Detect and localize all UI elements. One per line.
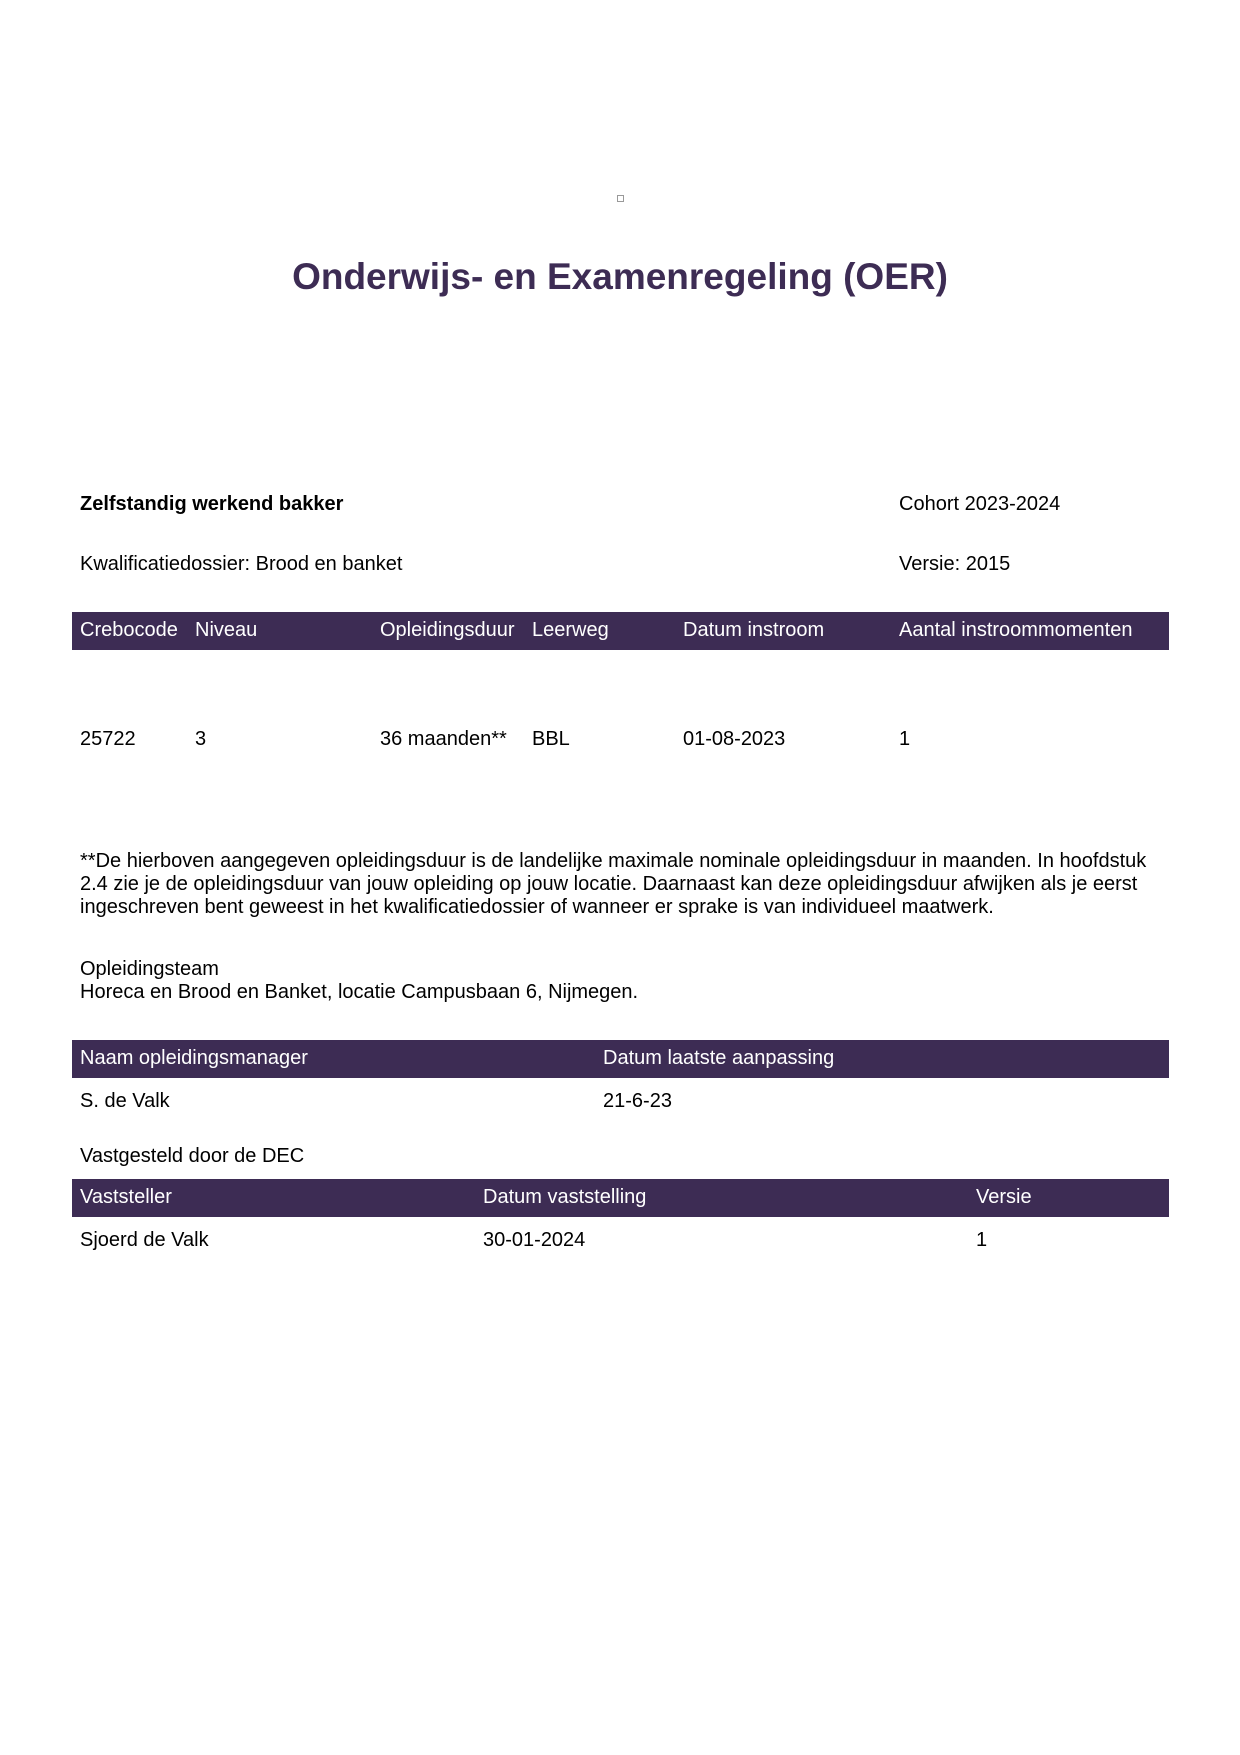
- header-last-change: Datum laatste aanpassing: [603, 1047, 835, 1069]
- header-vaststeller: Vaststeller: [80, 1186, 172, 1208]
- header-versie: Versie: [976, 1186, 1032, 1208]
- dec-label: Vastgesteld door de DEC: [80, 1145, 305, 1167]
- header-datum-vaststelling: Datum vaststelling: [483, 1186, 647, 1208]
- header-niveau: Niveau: [195, 619, 258, 641]
- cell-instroommomenten: 1: [899, 728, 911, 750]
- cell-vaststeller: Sjoerd de Valk: [80, 1229, 209, 1251]
- manager-table-header: [72, 1040, 1169, 1078]
- page-title: Onderwijs- en Examenregeling (OER): [292, 256, 948, 297]
- header-crebocode: Crebocode: [80, 619, 178, 641]
- team-heading: Opleidingsteam: [80, 958, 219, 980]
- program-table-header: [72, 612, 1169, 650]
- version-label: Versie: 2015: [899, 553, 1011, 575]
- header-datum-instroom: Datum instroom: [683, 619, 825, 641]
- approval-table-header: [72, 1179, 1169, 1217]
- program-name: Zelfstandig werkend bakker: [80, 493, 344, 515]
- cell-versie: 1: [976, 1229, 988, 1251]
- cohort: Cohort 2023-2024: [899, 493, 1061, 515]
- cell-datum-instroom: 01-08-2023: [683, 728, 786, 750]
- cell-leerweg: BBL: [532, 728, 570, 750]
- header-manager-name: Naam opleidingsmanager: [80, 1047, 308, 1069]
- cell-last-change: 21-6-23: [603, 1090, 672, 1112]
- team-location: Horeca en Brood en Banket, locatie Campusbaan 6, Nijmegen.: [80, 981, 639, 1003]
- cell-niveau: 3: [195, 728, 207, 750]
- cell-datum-vaststelling: 30-01-2024: [483, 1229, 586, 1251]
- header-opleidingsduur: Opleidingsduur: [380, 619, 515, 641]
- footnote: **De hierboven aangegeven opleidingsduur is de landelijke maximale nominale opleidingsduur in maanden. In hoofdstuk 2.4 zie je de opleidingsduur van jouw opleiding op jouw locatie. Daarnaast kan deze opleidingsduur afwijken als je eerst ingeschreven bent geweest in het kwalificatiedossier of wanneer er sprake is van individueel maatwerk.: [80, 850, 1147, 918]
- logo-placeholder-icon: [617, 195, 624, 202]
- cell-manager-name: S. de Valk: [80, 1090, 170, 1112]
- header-leerweg: Leerweg: [532, 619, 609, 641]
- qualification-file: Kwalificatiedossier: Brood en banket: [80, 553, 403, 575]
- cell-crebocode: 25722: [80, 728, 136, 750]
- header-instroommomenten: Aantal instroommomenten: [899, 619, 1133, 641]
- cell-opleidingsduur: 36 maanden**: [380, 728, 507, 750]
